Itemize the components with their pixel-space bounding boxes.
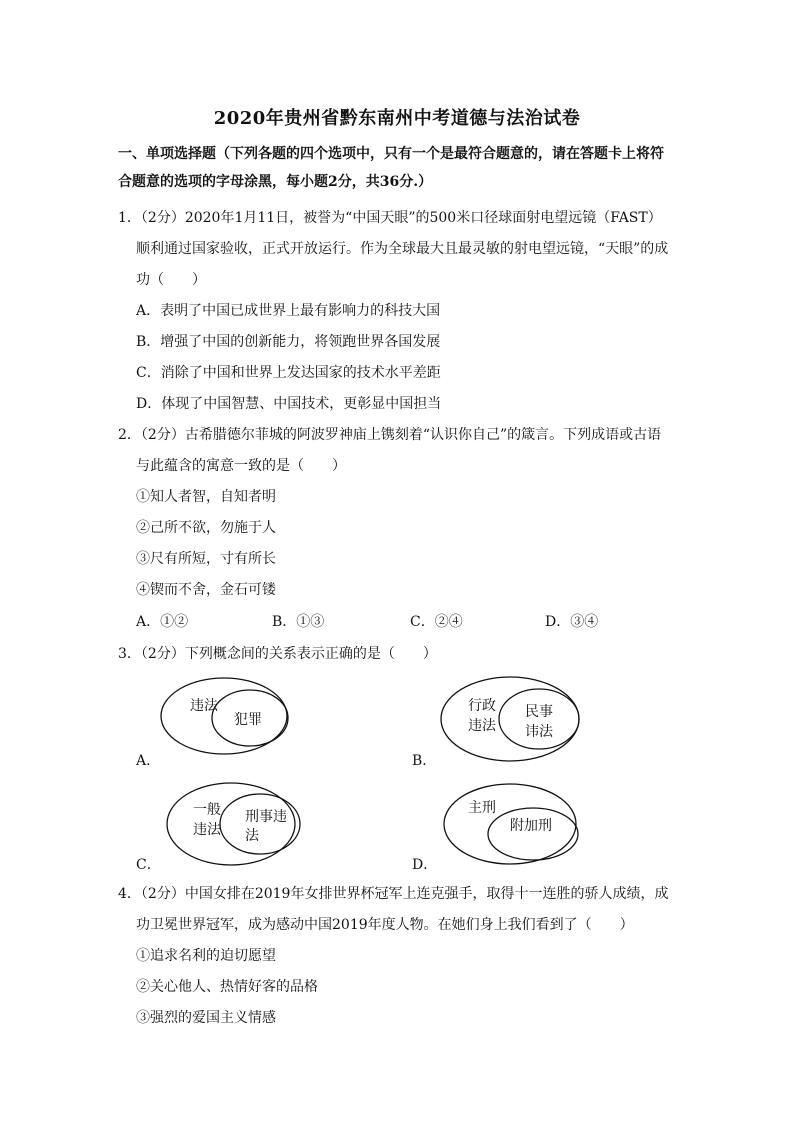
q1-stem-line3: 功（ ）: [136, 272, 206, 288]
q3-label-b: B．: [412, 753, 437, 769]
q3-diagram-a: [160, 672, 300, 762]
q3-diagram-a-outer-label: 违法: [190, 698, 218, 714]
q2-item-3: ③尺有所短，寸有所长: [136, 551, 276, 567]
q3-diagram-b-outer-label-2: 违法: [468, 718, 496, 734]
q3-diagram-c-outer-label-2: 违法: [193, 822, 221, 838]
q3-diagram-c-inner-label-1: 刑事违: [245, 809, 287, 825]
q2-item-1: ①知人者智，自知者明: [136, 489, 276, 505]
q3-diagram-d-inner-label: 附加刑: [510, 818, 552, 834]
q2-choice-d: D．③④: [545, 614, 599, 630]
q3-label-d: D．: [412, 857, 438, 873]
q3-diagram-c-inner-label-2: 法: [245, 828, 259, 844]
q3-diagram-d-inner-ellipse: [488, 808, 578, 860]
q2-choice-a: A．①②: [136, 614, 189, 630]
exam-title: 2020年贵州省黔东南州中考道德与法治试卷: [213, 108, 581, 129]
q4-item-1: ①追求名利的迫切愿望: [136, 948, 276, 964]
q3-diagram-b-inner-label-2: 讳法: [525, 724, 553, 740]
q4-stem-line1: 4．（2分）中国女排在2019年女排世界杯冠军上连克强手，取得十一连胜的骄人成绩，成: [118, 886, 669, 902]
q2-item-4: ④锲而不舍，金石可镂: [136, 582, 276, 598]
q1-option-b: B．增强了中国的创新能力，将领跑世界各国发展: [136, 334, 441, 350]
q3-diagram-d: [442, 780, 584, 870]
q2-stem-line1: 2．（2分）古希腊德尔菲城的阿波罗神庙上镌刻着“认识你自己”的箴言。下列成语或古语: [118, 427, 662, 443]
q1-stem-line1: 1．（2分）2020年1月11日，被誉为“中国天眼”的500米口径球面射电望远镜（FAST）: [118, 210, 662, 226]
q2-item-2: ②己所不欲，勿施于人: [136, 520, 276, 536]
q3-stem: 3．（2分）下列概念间的关系表示正确的是（ ）: [118, 646, 437, 662]
q2-choice-c: C．②④: [410, 614, 463, 630]
q2-choice-b: B．①③: [272, 614, 325, 630]
q4-stem-line2: 功卫冕世界冠军，成为感动中国2019年度人物。在她们身上我们看到了（ ）: [136, 917, 634, 933]
q4-item-2: ②关心他人、热情好客的品格: [136, 979, 318, 995]
q1-option-c: C．消除了中国和世界上发达国家的技术水平差距: [136, 365, 441, 381]
q3-label-c: C．: [136, 857, 161, 873]
q3-diagram-a-inner-label: 犯罪: [234, 712, 262, 728]
q3-diagram-c: [165, 778, 305, 873]
section-heading: [118, 140, 678, 196]
q3-diagram-c-outer-label-1: 一般: [193, 802, 221, 818]
q1-option-a: A．表明了中国已成世界上最有影响力的科技大国: [136, 303, 441, 319]
q4-item-3: ③强烈的爱国主义情感: [136, 1010, 276, 1026]
q3-label-a: A．: [136, 753, 161, 769]
q3-diagram-b-inner-label-1: 民事: [525, 704, 553, 720]
q3-diagram-b: [440, 672, 585, 767]
q2-stem-line2: 与此蕴含的寓意一致的是（ ）: [136, 458, 346, 474]
q3-diagram-d-outer-label: 主刑: [468, 800, 496, 816]
q1-stem-line2: 顺利通过国家验收，正式开放运行。作为全球最大且最灵敏的射电望远镜，“天眼”的成: [136, 241, 669, 257]
q3-diagram-b-outer-ellipse: [441, 677, 579, 761]
q3-diagram-b-outer-label-1: 行政: [468, 698, 496, 714]
q1-option-d: D．体现了中国智慧、中国技术，更彰显中国担当: [136, 396, 442, 412]
section-heading-line2: 合题意的选项的字母涂黑，每小题2分，共36分.）: [118, 174, 433, 190]
section-heading-line1: 一、单项选择题（下列各题的四个选项中，只有一个是最符合题意的，请在答题卡上将符: [118, 146, 664, 162]
